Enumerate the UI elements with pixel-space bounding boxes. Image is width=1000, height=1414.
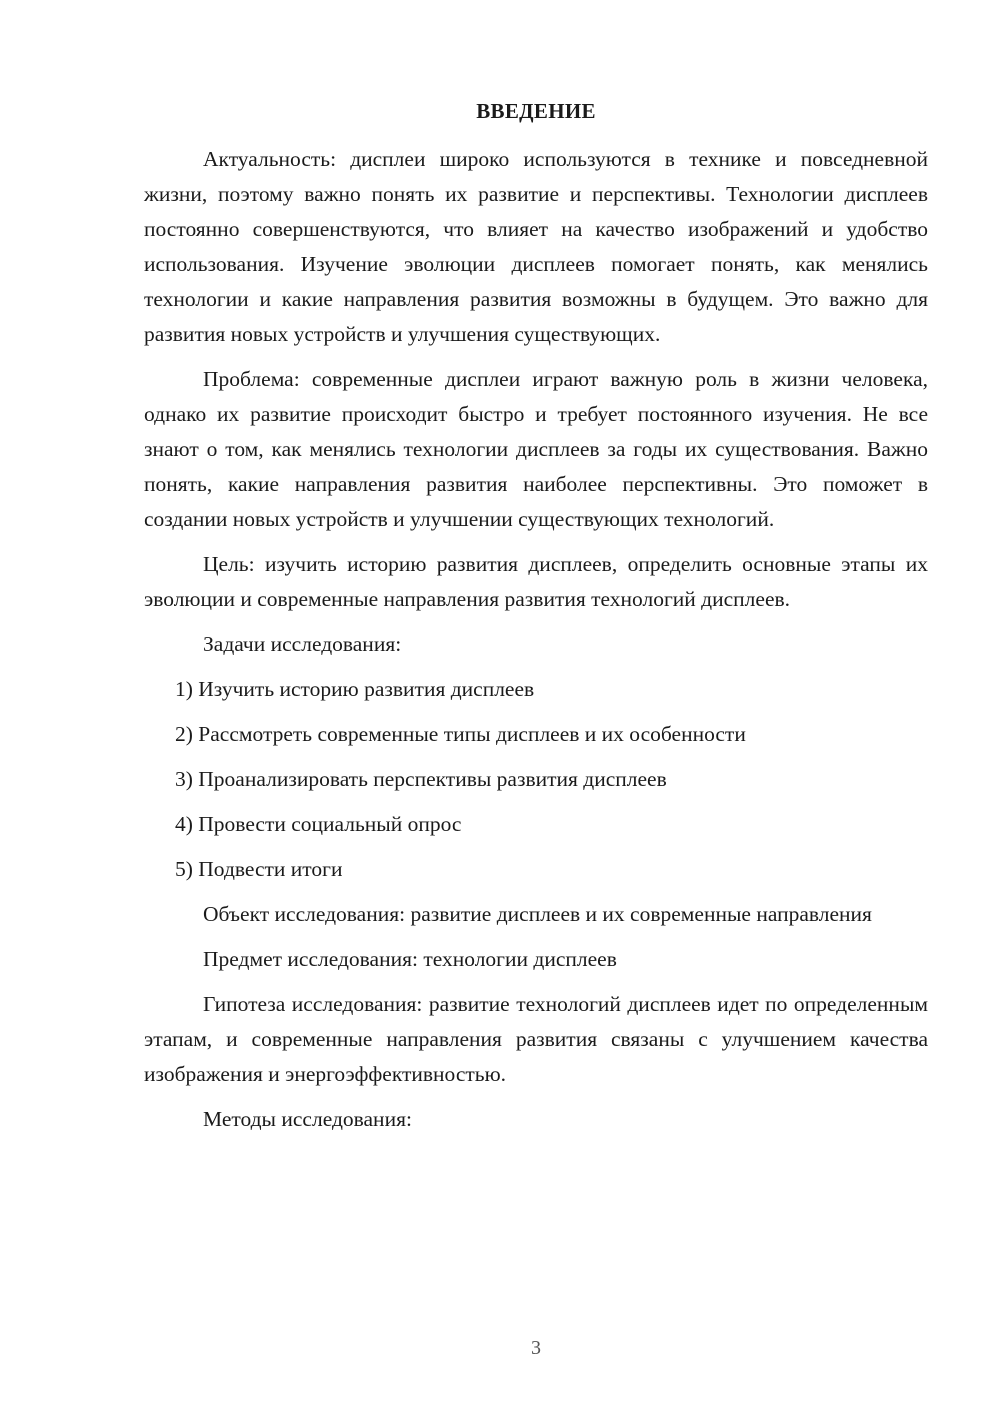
- problem-paragraph: Проблема: современные дисплеи играют важную роль в жизни человека, однако их развитие происходит быстро и требует постоянного изучения. Не все знают о том, как менялись технологии дисплеев за годы их существования. Важно понять, какие направления развития наиболее перспективны. Это поможет в создании новых устройств и улучшении существующих технологий.: [144, 367, 928, 531]
- goal-paragraph: Цель: изучить историю развития дисплеев, определить основные этапы их эволюции и современные направления развития технологий дисплеев.: [144, 552, 928, 611]
- hypothesis-paragraph: Гипотеза исследования: развитие технологий дисплеев идет по определенным этапам, и современные направления развития связаны с улучшением качества изображения и энергоэффективностью.: [144, 992, 928, 1086]
- object-paragraph: Объект исследования: развитие дисплеев и их современные направления: [203, 902, 872, 926]
- relevance-paragraph: Актуальность: дисплеи широко используются в технике и повседневной жизни, поэтому важно понять их развитие и перспективы. Технологии дисплеев постоянно совершенствуются, что влияет на качество изображений и удобство использования. Изучение эволюции дисплеев помогает понять, как менялись технологии и какие направления развития возможны в будущем. Это важно для развития новых устройств и улучшения существующих.: [144, 147, 928, 346]
- list-item: 4) Провести социальный опрос: [175, 812, 462, 836]
- methods-heading: Методы исследования:: [203, 1107, 412, 1131]
- list-item: 5) Подвести итоги: [175, 857, 343, 881]
- tasks-list: [144, 672, 928, 887]
- section-title: ВВЕДЕНИЕ: [476, 99, 596, 123]
- tasks-heading: Задачи исследования:: [203, 632, 402, 656]
- subject-paragraph: Предмет исследования: технологии дисплеев: [203, 947, 617, 971]
- page-number: 3: [531, 1337, 541, 1359]
- document-body: [144, 142, 928, 1147]
- list-item: 1) Изучить историю развития дисплеев: [175, 677, 535, 701]
- list-item: 3) Проанализировать перспективы развития дисплеев: [175, 767, 667, 791]
- list-item: 2) Рассмотреть современные типы дисплеев и их особенности: [175, 722, 746, 746]
